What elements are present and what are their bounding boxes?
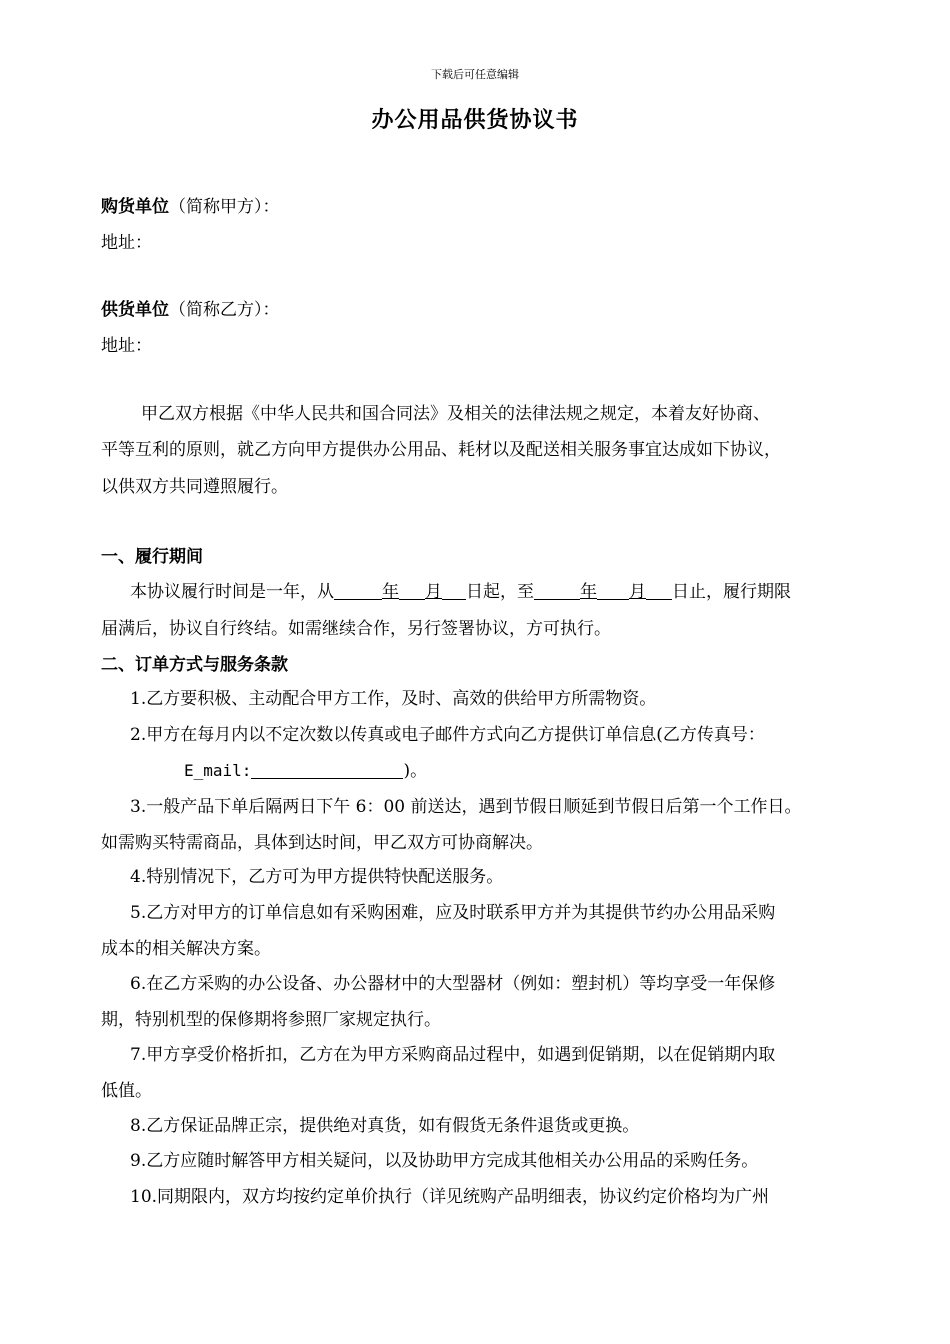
email-blank [251,761,403,779]
blank-day-from [442,582,466,600]
clause-3: 3.一般产品下单后隔两日下午 6：00 前送达，遇到节假日顺延到节假日后第一个工作日。 [130,797,802,817]
party-b-address: 地址： [101,336,152,356]
clause-9: 9.乙方应随时解答甲方相关疑问，以及协助甲方完成其他相关办公用品的采购任务。 [130,1151,759,1171]
blank-month-from [399,582,425,600]
term-year-to: 年 [580,582,597,602]
term-month-to: 月 [629,582,646,602]
term-year-from: 年 [382,582,399,602]
email-line [184,756,427,781]
term-day-from: 日起，至 [466,582,534,602]
clause-6-cont: 期，特别机型的保修期将参照厂家规定执行。 [101,1010,441,1030]
clause-4: 4.特别情况下，乙方可为甲方提供特快配送服务。 [130,867,504,887]
party-a-line [101,192,280,217]
blank-day-to [646,582,672,600]
blank-year-to [534,582,580,600]
header-note: 下载后可任意编辑 [431,68,519,81]
clause-2: 2.甲方在每月内以不定次数以传真或电子邮件方式向乙方提供订单信息(乙方传真号： [130,725,765,745]
party-b-line [101,295,280,320]
email-label: E_mail: [184,761,252,780]
clause-6: 6.在乙方采购的办公设备、办公器材中的大型器材（例如：塑封机）等均享受一年保修 [130,974,776,994]
intro-line-2: 平等互利的原则，就乙方向甲方提供办公用品、耗材以及配送相关服务事宜达成如下协议， [101,440,781,460]
term-day-to: 日止，履行期限 [672,582,791,602]
party-b-label: 供货单位 [101,300,169,320]
clause-7-cont: 低值。 [101,1081,152,1101]
clause-1: 1.乙方要积极、主动配合甲方工作，及时、高效的供给甲方所需物资。 [130,689,657,709]
term-line-2: 届满后，协议自行终结。如需继续合作，另行签署协议，方可执行。 [101,619,611,639]
document-title: 办公用品供货协议书 [371,107,579,133]
clause-7: 7.甲方享受价格折扣，乙方在为甲方采购商品过程中，如遇到促销期，以在促销期内取 [130,1045,776,1065]
clause-10: 10.同期限内，双方均按约定单价执行（详见统购产品明细表，协议约定价格均为广州 [130,1187,770,1207]
term-line [130,577,791,602]
term-line-prefix: 本协议履行时间是一年，从 [130,582,334,602]
section1-heading: 一、履行期间 [101,547,203,567]
clause-3-cont: 如需购买特需商品，具体到达时间，甲乙双方可协商解决。 [101,833,543,853]
intro-line-1: 甲乙双方根据《中华人民共和国合同法》及相关的法律法规之规定，本着友好协商、 [141,404,770,424]
party-a-label: 购货单位 [101,197,169,217]
blank-year-from [334,582,382,600]
email-end: )。 [403,761,428,781]
party-b-suffix: （简称乙方）： [169,300,280,320]
clause-5-cont: 成本的相关解决方案。 [101,939,271,959]
term-month-from: 月 [425,582,442,602]
party-a-suffix: （简称甲方）： [169,197,280,217]
blank-month-to [597,582,629,600]
section2-heading: 二、订单方式与服务条款 [101,655,288,675]
clause-5: 5.乙方对甲方的订单信息如有采购困难，应及时联系甲方并为其提供节约办公用品采购 [130,903,776,923]
intro-line-3: 以供双方共同遵照履行。 [101,477,288,497]
clause-8: 8.乙方保证品牌正宗，提供绝对真货，如有假货无条件退货或更换。 [130,1116,640,1136]
party-a-address: 地址： [101,233,152,253]
